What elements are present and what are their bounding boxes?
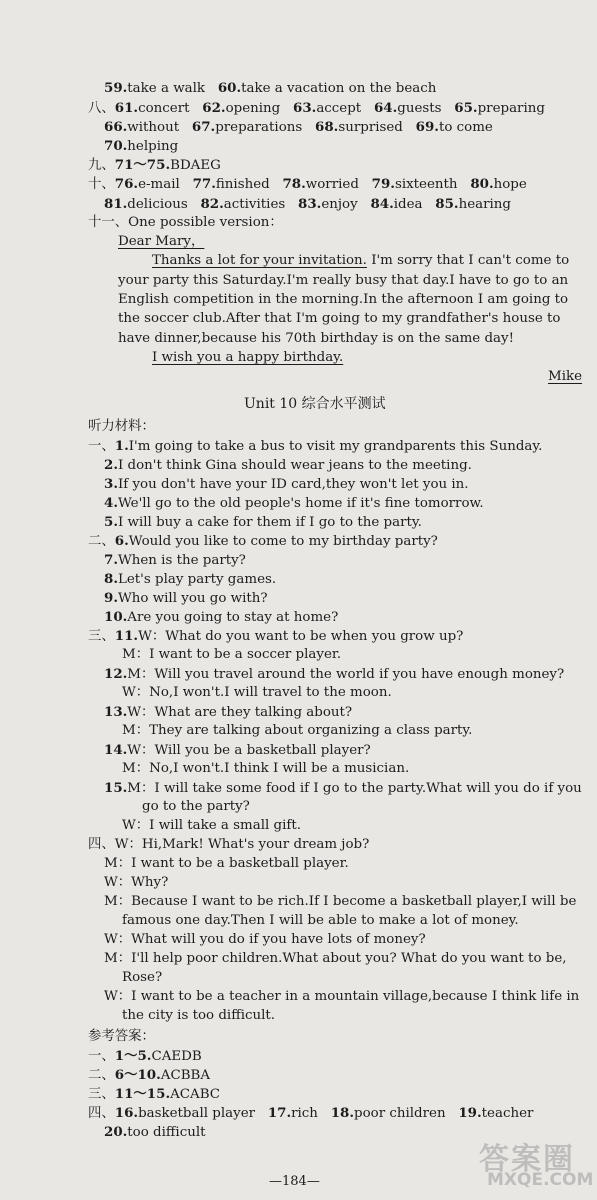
- listening-1: [88, 437, 542, 456]
- listening-4: [104, 494, 484, 513]
- item-number: 81.: [104, 196, 128, 212]
- listening-11-m: M：I want to be a soccer player.: [122, 647, 342, 662]
- listening-13-w: [104, 703, 352, 722]
- section-mark: 十一、: [88, 215, 129, 230]
- listening-12-m: [104, 665, 564, 684]
- item-number: 69.: [415, 119, 439, 135]
- answer-text: enjoy: [321, 197, 358, 212]
- section-11-intro: [88, 214, 283, 232]
- page-number: —184—: [269, 1174, 320, 1189]
- letter-wish: I wish you a happy birthday.: [152, 350, 344, 365]
- dialogue-line-2: M：I want to be a basketball player.: [104, 856, 349, 871]
- listening-text: W：Hi,Mark! What's your dream job?: [114, 837, 370, 852]
- letter-line-1: [152, 252, 569, 270]
- letter-text: I'm sorry that I can't come to: [366, 253, 570, 268]
- item-number: 9.: [104, 590, 118, 606]
- answer-key-1: [88, 1047, 202, 1066]
- item-range: 6～10.: [114, 1067, 161, 1083]
- answer-text: sixteenth: [394, 177, 458, 192]
- answer-text: helping: [127, 139, 179, 154]
- section-mark: 一、: [88, 439, 115, 454]
- listening-text: I don't think Gina should wear jeans to the meeting.: [117, 458, 472, 473]
- answer-text: ACABC: [170, 1087, 221, 1102]
- answer-text: guests: [397, 101, 442, 116]
- dialogue-line-3: W：Why?: [104, 875, 169, 890]
- answer-text: hearing: [458, 197, 511, 212]
- answer-text: worried: [305, 177, 359, 192]
- listening-text: We'll go to the old people's home if it's fine tomorrow.: [117, 496, 484, 511]
- listening-6: [88, 532, 438, 551]
- item-number: 82.: [200, 196, 224, 212]
- answer-text: idea: [393, 197, 423, 212]
- listening-text: W：Will you be a basketball player?: [127, 743, 371, 758]
- intro-text: One possible version：: [128, 215, 283, 230]
- watermark-url: MXQE.COM: [487, 1170, 594, 1190]
- item-number: 17.: [267, 1105, 292, 1121]
- answer-text: accept: [316, 101, 362, 116]
- section-mark: 十、: [88, 177, 115, 192]
- item-number: 19.: [458, 1105, 482, 1121]
- listening-15-m-cont: go to the party?: [142, 799, 250, 814]
- item-number: 83.: [298, 196, 322, 212]
- item-number: 59.: [104, 80, 128, 96]
- answer-key-4: [88, 1104, 533, 1123]
- answer-key-2: [88, 1066, 210, 1085]
- listening-text: Who will you go with?: [117, 591, 268, 606]
- item-number: 66.: [104, 119, 128, 135]
- item-number: 65.: [454, 100, 478, 116]
- item-range: 71～75.: [114, 157, 171, 173]
- listening-text: W：What do you want to be when you grow up?: [138, 629, 464, 644]
- item-number: 12.: [104, 666, 128, 682]
- answer-text: basketball player: [138, 1106, 256, 1121]
- section-mark: 二、: [88, 534, 115, 549]
- answer-text: hope: [493, 177, 527, 192]
- answer-key-3: [88, 1085, 220, 1104]
- answer-text: preparations: [215, 120, 303, 135]
- item-number: 62.: [202, 100, 226, 116]
- answer-text: preparing: [477, 101, 545, 116]
- item-number: 67.: [191, 119, 216, 135]
- item-number: 60.: [217, 80, 242, 96]
- answer-text: too difficult: [127, 1125, 206, 1140]
- listening-header: 听力材料：: [88, 419, 155, 434]
- item-range: 1～5.: [114, 1048, 152, 1064]
- section-mark: 四、: [88, 1106, 115, 1121]
- dialogue-line-6-cont: Rose?: [122, 970, 163, 985]
- item-number: 7.: [104, 552, 118, 568]
- listening-text: I'm going to take a bus to visit my grandparents this Sunday.: [128, 439, 543, 454]
- item-number: 15.: [104, 780, 128, 796]
- item-number: 11.: [114, 628, 139, 644]
- answer-text: to come: [438, 120, 493, 135]
- item-number: 63.: [293, 100, 317, 116]
- item-number: 6.: [114, 533, 129, 549]
- listening-text: M：I will take some food if I go to the party.What will you do if you: [127, 781, 582, 796]
- answer-text: teacher: [481, 1106, 534, 1121]
- item-number: 8.: [104, 571, 118, 587]
- dialogue-line-1: [88, 836, 369, 854]
- answer-text: opening: [225, 101, 281, 116]
- item-number: 4.: [104, 495, 118, 511]
- answer-text: without: [127, 120, 180, 135]
- listening-12-w: W：No,I won't.I will travel to the moon.: [122, 685, 392, 700]
- dialogue-line-4: M：Because I want to be rich.If I become a basketball player,I will be: [104, 894, 577, 909]
- underlined-phrase: Thanks a lot for your invitation.: [152, 253, 367, 268]
- item-number: 18.: [330, 1105, 354, 1121]
- section-10-line-1: [88, 175, 527, 194]
- answer-text: delicious: [127, 197, 188, 212]
- answer-text: take a walk: [127, 81, 206, 96]
- item-number: 20.: [104, 1124, 128, 1140]
- listening-text: Let's play party games.: [117, 572, 277, 587]
- item-number: 16.: [114, 1105, 139, 1121]
- item-number: 2.: [104, 457, 118, 473]
- letter-line-2: your party this Saturday.I'm really busy that day.I have to go to an: [118, 273, 569, 288]
- answer-text: take a vacation on the beach: [241, 81, 437, 96]
- listening-2: [104, 456, 472, 475]
- answer-line-59-60: [104, 79, 436, 98]
- item-number: 84.: [370, 196, 394, 212]
- answer-text: concert: [138, 101, 190, 116]
- answer-text: e-mail: [138, 177, 180, 192]
- listening-text: If you don't have your ID card,they won't let you in.: [117, 477, 469, 492]
- answer-text: rich: [291, 1106, 318, 1121]
- item-number: 80.: [470, 176, 494, 192]
- section-10-line-2: [104, 195, 511, 214]
- watermark-text: 答案圈: [479, 1142, 575, 1177]
- letter-signature: Mike: [548, 369, 583, 384]
- listening-7: [104, 551, 246, 570]
- listening-10: [104, 608, 338, 627]
- item-number: 70.: [104, 138, 128, 154]
- item-number: 85.: [435, 196, 459, 212]
- answer-text: CAEDB: [151, 1049, 202, 1064]
- section-8-line-1: [88, 99, 545, 118]
- section-8-line-2: [104, 118, 493, 137]
- watermark-logo: [479, 1132, 594, 1194]
- letter-line-3: English competition in the morning.In the afternoon I am going to: [118, 292, 569, 307]
- item-number: 76.: [114, 176, 139, 192]
- item-number: 68.: [315, 119, 339, 135]
- dialogue-line-4-cont: famous one day.Then I will be able to make a lot of money.: [122, 913, 519, 928]
- dialogue-line-7-cont: the city is too difficult.: [122, 1008, 276, 1023]
- listening-14-w: [104, 741, 371, 760]
- answer-text: BDAEG: [170, 158, 221, 173]
- item-number: 5.: [104, 514, 118, 530]
- section-mark: 一、: [88, 1049, 115, 1064]
- answer-text: activities: [223, 197, 286, 212]
- item-range: 11～15.: [114, 1086, 171, 1102]
- letter-line-5: have dinner,because his 70th birthday is on the same day!: [118, 331, 514, 346]
- listening-8: [104, 570, 276, 589]
- answer-text: ACBBA: [160, 1068, 211, 1083]
- section-mark: 四、: [88, 837, 115, 852]
- item-number: 79.: [371, 176, 395, 192]
- dialogue-line-5: W：What will you do if you have lots of money?: [104, 932, 426, 947]
- section-mark: 二、: [88, 1068, 115, 1083]
- listening-14-m: M：No,I won't.I think I will be a musician.: [122, 761, 410, 776]
- section-mark: 三、: [88, 1087, 115, 1102]
- listening-text: When is the party?: [117, 553, 246, 568]
- item-number: 13.: [104, 704, 128, 720]
- item-number: 77.: [192, 176, 216, 192]
- listening-text: Are you going to stay at home?: [127, 610, 339, 625]
- unit-title: Unit 10 综合水平测试: [244, 396, 386, 412]
- item-number: 10.: [104, 609, 128, 625]
- dialogue-line-6: M：I'll help poor children.What about you? What do you want to be,: [104, 951, 567, 966]
- listening-15-w: W：I will take a small gift.: [122, 818, 301, 833]
- dialogue-line-7: W：I want to be a teacher in a mountain village,because I think life in: [104, 989, 580, 1004]
- answer-text: finished: [215, 177, 270, 192]
- item-number: 61.: [114, 100, 139, 116]
- listening-3: [104, 475, 469, 494]
- listening-15-m: [104, 779, 582, 798]
- listening-9: [104, 589, 268, 608]
- listening-text: W：What are they talking about?: [127, 705, 353, 720]
- section-8-line-3: [104, 137, 178, 156]
- answer-key-20: [104, 1123, 206, 1142]
- item-number: 14.: [104, 742, 128, 758]
- listening-text: M：Will you travel around the world if you have enough money?: [127, 667, 565, 682]
- answer-text: poor children: [354, 1106, 446, 1121]
- item-number: 78.: [282, 176, 306, 192]
- listening-text: I will buy a cake for them if I go to the party.: [117, 515, 422, 530]
- answer-key-header: 参考答案：: [88, 1029, 155, 1044]
- letter-greeting: Dear Mary，: [118, 234, 205, 249]
- listening-11-w: [88, 627, 463, 646]
- listening-text: Would you like to come to my birthday party?: [128, 534, 438, 549]
- listening-5: [104, 513, 422, 532]
- section-9-line: [88, 156, 221, 175]
- letter-line-4: the soccer club.After that I'm going to my grandfather's house to: [118, 311, 561, 326]
- item-number: 64.: [373, 100, 398, 116]
- item-number: 1.: [114, 438, 129, 454]
- section-mark: 三、: [88, 629, 115, 644]
- item-number: 3.: [104, 476, 118, 492]
- listening-13-m: M：They are talking about organizing a class party.: [122, 723, 473, 738]
- section-mark: 九、: [88, 158, 115, 173]
- section-mark: 八、: [88, 101, 115, 116]
- answer-text: surprised: [338, 120, 403, 135]
